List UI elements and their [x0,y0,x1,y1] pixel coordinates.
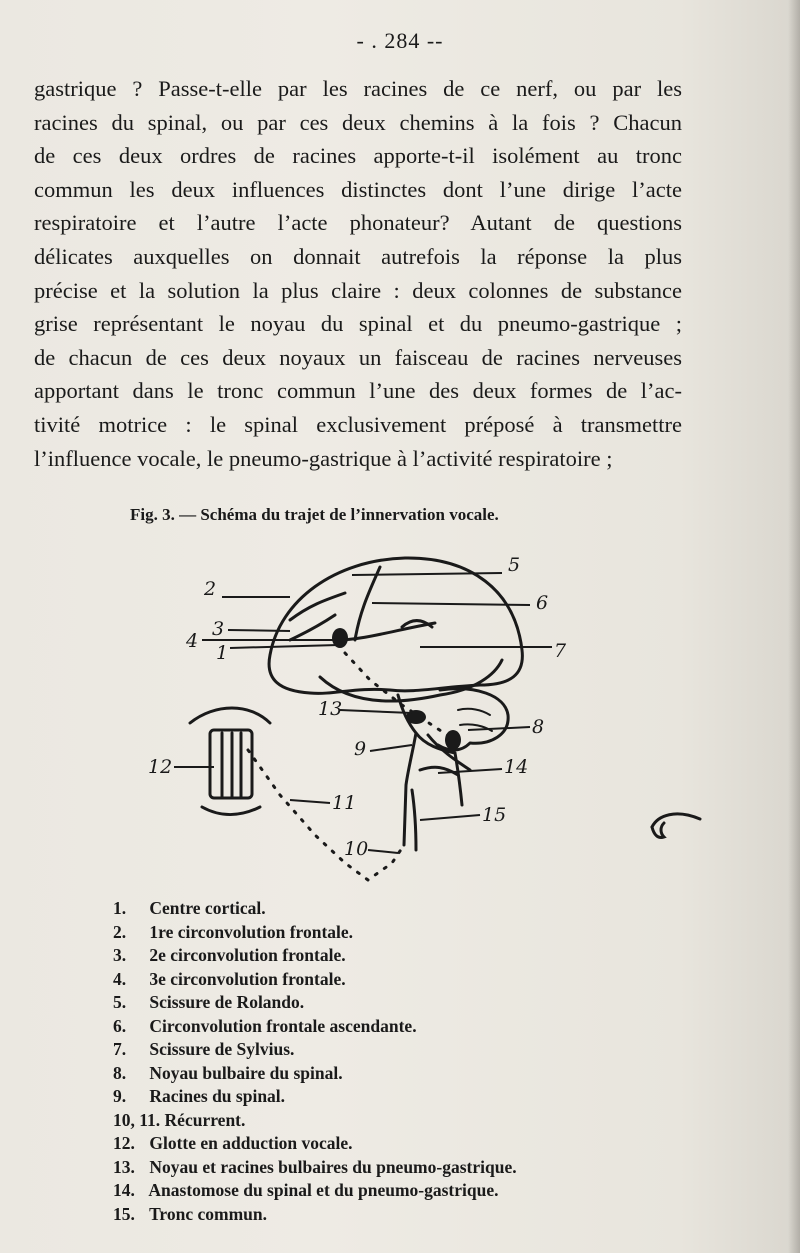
legend-text: Circonvolution frontale ascendante. [149,1015,417,1036]
cerebrum-outline [269,558,522,693]
legend-item [113,1015,673,1039]
label-15: 15 [482,804,507,826]
legend-number: 12. [113,1133,135,1153]
text-line: tivité motrice : le spinal exclusivement préposé à transmettre [34,411,682,437]
legend-number: 13. [113,1156,135,1177]
legend-text: Centre cortical. [149,898,266,918]
legend-number: 7. [113,1039,127,1059]
schema-drawing [140,545,580,890]
figure-caption: Fig. 3. — Schéma du trajet de l’innervation vocale. [130,505,499,524]
legend-text: Racines du spinal. [149,1086,286,1106]
spinal-nucleus [445,730,461,750]
legend-text: Noyau et racines bulbaires du pneumo-gastrique. [149,1156,517,1177]
legend-number: 1. [113,898,127,918]
label-11: 11 [332,792,357,814]
text-line: apportant dans le tronc commun l’une des deux formes de l’ac- [34,378,682,404]
legend-item [113,991,673,1015]
common-trunk [412,790,416,850]
label-10: 10 [344,838,369,860]
legend-text: Glotte en adduction vocale. [149,1133,353,1153]
ink-flourish-mark [648,805,704,845]
label-7: 7 [554,640,567,662]
legend-number: 14. [113,1180,135,1200]
cerebellum-fold-1 [458,709,490,715]
legend-item [113,921,673,945]
legend-text: 1re circonvolution frontale. [149,921,354,942]
text-line: de chacun de ces deux noyaux un faisceau de racines nerveuses [34,344,682,370]
text-line: de ces deux ordres de racines apporte-t-il isolément au tronc [34,143,682,169]
legend-text: Scissure de Rolando. [149,992,305,1012]
label-6: 6 [536,592,549,614]
label-14: 14 [504,756,529,778]
legend-number: 3. [113,945,127,965]
legend-item [113,1203,673,1227]
body-paragraph [34,72,682,475]
legend-number: 10, 11. [113,1109,161,1130]
legend-number: 6. [113,1015,127,1036]
label-4: 4 [186,630,199,652]
legend-item [113,968,673,992]
legend-number: 4. [113,968,127,989]
legend-item [113,897,673,921]
label-13: 13 [318,698,343,720]
legend-item [113,1038,673,1062]
legend-text: 2e circonvolution frontale. [149,945,346,965]
legend-number: 5. [113,992,127,1012]
label-12: 12 [148,756,173,778]
label-9: 9 [354,738,367,760]
label-3: 3 [212,618,225,640]
text-line: commun les deux influences distinctes dont l’une dirige l’acte [34,176,682,202]
legend-number: 9. [113,1086,127,1106]
page-edge-shadow [788,0,800,1253]
legend-item [113,1179,673,1203]
text-line: gastrique ? Passe-t-elle par les racines de ce nerf, ou par les [34,76,682,101]
label-1: 1 [216,642,229,664]
legend-text: Noyau bulbaire du spinal. [149,1062,343,1083]
glottis-top-curve [190,708,270,723]
legend-number: 8. [113,1062,127,1083]
legend-item [113,1156,673,1180]
label-8: 8 [532,716,545,738]
text-line: précise et la solution la plus claire : deux colonnes de substance [34,277,682,303]
glottis-bottom-curve [202,807,260,815]
legend-item [113,1062,673,1086]
legend-text: Anastomose du spinal et du pneumo-gastrique. [148,1180,499,1200]
label-5: 5 [508,554,521,576]
text-line: racines du spinal, ou par ces deux chemins à la fois ? Chacun [34,109,682,135]
legend-item [113,944,673,968]
recurrent-path [248,750,404,880]
text-line: respiratoire et l’autre l’acte phonateur? Autant de questions [34,210,682,236]
frontal-sulcus-lower [290,615,335,640]
sylvius-fissure [335,623,435,640]
label-2: 2 [204,578,217,600]
legend-text: Tronc commun. [149,1203,268,1224]
figure-legend [113,897,673,1226]
text-line: grise représentant le noyau du spinal et du pneumo-gastrique ; [34,311,682,337]
legend-item [113,1109,673,1133]
frontal-sulcus-upper [290,593,345,620]
text-line: délicates auxquelles on donnait autrefois la réponse la plus [34,243,682,269]
legend-text: 3e circonvolution frontale. [149,968,346,989]
temporal-lobe [320,660,502,701]
legend-text: Scissure de Sylvius. [149,1039,295,1059]
legend-item [113,1132,673,1156]
anatomical-schema-figure [140,545,580,890]
page-number: - . 284 -- [356,28,444,53]
legend-number: 15. [113,1203,135,1224]
legend-number: 2. [113,921,127,942]
legend-item [113,1085,673,1109]
text-line: l’influence vocale, le pneumo-gastrique à l’activité respiratoire ; [34,445,613,471]
legend-text: Récurrent. [164,1109,246,1130]
